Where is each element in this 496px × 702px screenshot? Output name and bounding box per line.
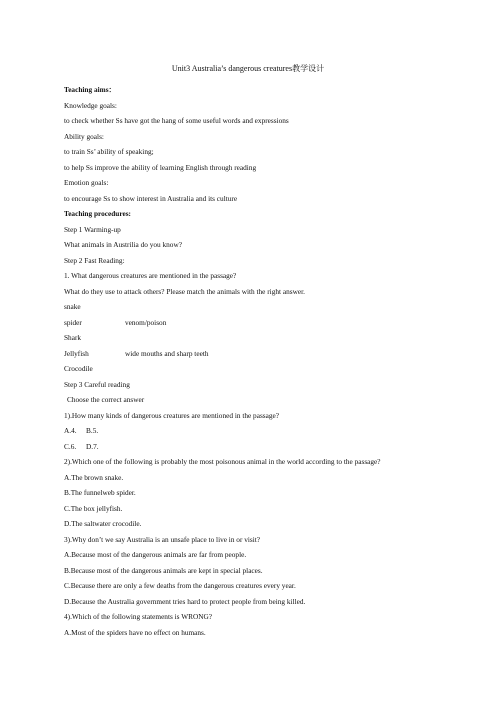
- match-row-crocodile: [64, 361, 444, 377]
- question-3-option-a: A.Because most of the dangerous animals are far from people.: [64, 550, 247, 559]
- question-2-option-d: D.The saltwater crocodile.: [64, 519, 142, 528]
- step2-question-1: 1. What dangerous creatures are mentioned in the passage?: [64, 271, 237, 280]
- step2-heading: Step 2 Fast Reading:: [64, 255, 125, 265]
- step2-question-2: What do they use to attack others? Please match the animals with the right answer.: [64, 286, 305, 296]
- match-row-shark: [64, 330, 444, 346]
- match-animal-crocodile: Crocodile: [64, 364, 93, 373]
- question-4-option-a: A.Most of the spiders have no effect on humans.: [64, 627, 206, 637]
- question-1-option-a: A.4.: [64, 426, 77, 435]
- question-4: 4).Which of the following statements is WRONG?: [64, 612, 213, 621]
- match-animal-snake: snake: [64, 302, 81, 311]
- question-2-option-c: C.The box jellyfish.: [64, 503, 123, 513]
- step1-question: What animals in Austrilia do you know?: [64, 240, 182, 249]
- question-2: 2).Which one of the following is probably the most poisonous animal in the world according to the passage?: [64, 457, 381, 466]
- document-body: [64, 82, 444, 640]
- question-1-option-c: C.6.: [64, 441, 77, 451]
- knowledge-goals-heading: Knowledge goals:: [64, 100, 117, 110]
- teaching-procedures-heading: Teaching procedures:: [64, 209, 131, 218]
- ability-goal-2: to help Ss improve the ability of learning English through reading: [64, 162, 257, 172]
- question-3-option-b: B.Because most of the dangerous animals are kept in special places.: [64, 565, 263, 575]
- question-2-option-a: A.The brown snake.: [64, 472, 124, 482]
- question-3: 3).Why don’t we say Australia is an unsafe place to live in or visit?: [64, 534, 261, 544]
- question-3-option-c: C.Because there are only a few deaths from the dangerous creatures every year.: [64, 581, 296, 590]
- match-answer-mouths: wide mouths and sharp teeth: [125, 348, 209, 358]
- match-row-spider: [64, 315, 444, 331]
- match-animal-spider: spider: [64, 317, 82, 327]
- match-answer-venom: venom/poison: [125, 317, 167, 327]
- ability-goals-heading: Ability goals:: [64, 131, 104, 141]
- question-1: 1).How many kinds of dangerous creatures are mentioned in the passage?: [64, 410, 279, 420]
- match-row-snake: [64, 299, 444, 315]
- match-row-jellyfish: [64, 346, 444, 362]
- match-animal-jellyfish: Jellyfish: [64, 348, 89, 358]
- knowledge-goals-text: to check whether Ss have got the hang of some useful words and expressions: [64, 116, 289, 125]
- step3-instruction: Choose the correct answer: [67, 395, 145, 404]
- emotion-goals-text: to encourage Ss to show interest in Australia and its culture: [64, 193, 238, 203]
- match-animal-shark: Shark: [64, 333, 82, 342]
- question-1-option-b: B.5.: [86, 426, 99, 435]
- document-title: Unit3 Australia’s dangerous creatures教学设计: [171, 64, 325, 73]
- question-3-option-d: D.Because the Australia government tries hard to protect people from being killed.: [64, 596, 306, 606]
- teaching-aims-heading: Teaching aims：: [64, 85, 116, 94]
- question-1-options-ab: [64, 423, 444, 439]
- question-1-options-cd: [64, 439, 444, 455]
- ability-goal-1: to train Ss’ ability of speaking;: [64, 147, 154, 156]
- step1-heading: Step 1 Warming-up: [64, 224, 121, 234]
- step3-heading: Step 3 Careful reading: [64, 379, 130, 389]
- question-2-option-b: B.The funnelweb spider.: [64, 488, 136, 497]
- question-1-option-d: D.7.: [86, 441, 99, 451]
- emotion-goals-heading: Emotion goals:: [64, 178, 109, 187]
